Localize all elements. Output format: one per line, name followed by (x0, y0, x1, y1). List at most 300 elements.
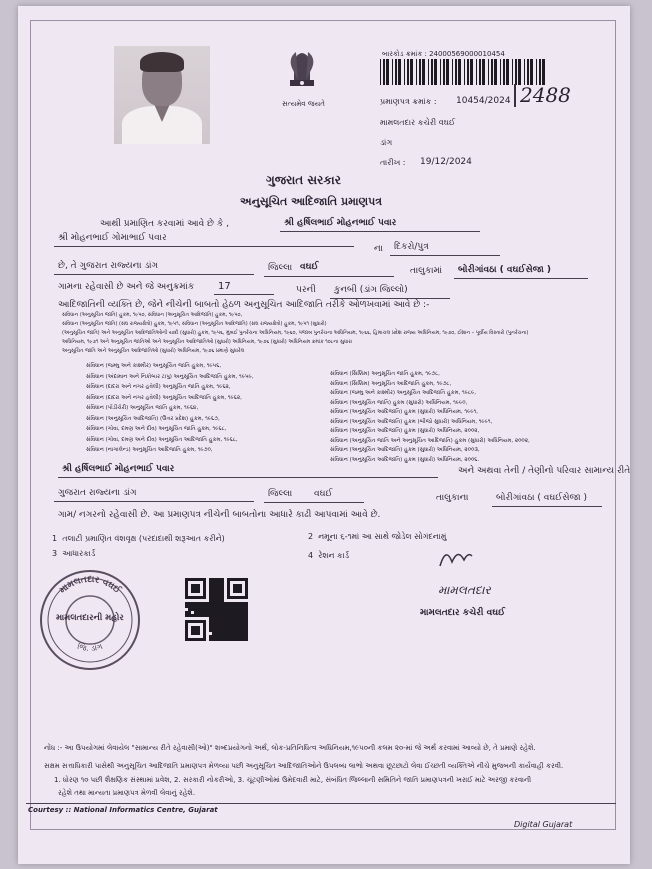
qr-module (191, 614, 194, 617)
qr-module (245, 611, 248, 614)
qr-module (233, 608, 236, 611)
qr-module (221, 623, 224, 626)
qr-module (233, 611, 236, 614)
qr-module (224, 605, 227, 608)
qr-module (221, 605, 224, 608)
qr-module (197, 602, 200, 605)
barcode-bar (470, 59, 473, 85)
qr-module (218, 626, 221, 629)
qr-module (212, 596, 215, 599)
qr-module (209, 581, 212, 584)
qr-module (218, 605, 221, 608)
qr-module (236, 623, 239, 626)
qr-module (221, 611, 224, 614)
qr-module (236, 617, 239, 620)
after-serial: પરની (296, 285, 316, 295)
qr-module (212, 626, 215, 629)
taluka-value: બોરીગાંવઠા ( વઘઈસેજા ) (458, 265, 552, 275)
qr-module (245, 626, 248, 629)
barcode-bar (398, 59, 401, 85)
qr-module (212, 584, 215, 587)
qr-module (212, 638, 215, 641)
qr-module (215, 590, 218, 593)
qr-module (206, 611, 209, 614)
qr-module (239, 635, 242, 638)
barcode-bar (506, 59, 509, 85)
qr-module (224, 638, 227, 641)
qr-module (212, 593, 215, 596)
qr-module (209, 614, 212, 617)
qr-module (242, 602, 245, 605)
orders-left-line: સંવિધાન (ગોવા, દમણ અને દીવ) અનુસૂચિત જાતિ હુકમ, ૧૯૬૮, (86, 426, 227, 432)
barcode (380, 59, 550, 85)
qr-module (218, 632, 221, 635)
qr-module (194, 602, 197, 605)
barcode-bar (428, 59, 429, 85)
qr-module (239, 629, 242, 632)
qr-module (185, 611, 188, 614)
qr-module (212, 623, 215, 626)
qr-finder (191, 584, 200, 593)
qr-module (227, 629, 230, 632)
qr-module (233, 626, 236, 629)
barcode-bar (443, 59, 445, 85)
barcode-bar (446, 59, 449, 85)
basis-item-4: 4 રેશન કાર્ડ (308, 551, 349, 560)
tribe-name: કુનબી (ડાંગ જિલ્લો) (334, 285, 408, 295)
qr-module (221, 632, 224, 635)
qr-module (233, 620, 236, 623)
qr-module (206, 602, 209, 605)
barcode-bar (452, 59, 453, 85)
qr-module (185, 602, 188, 605)
qr-module (221, 608, 224, 611)
qr-module (239, 614, 242, 617)
holder-name: શ્રી હર્ષિલભાઈ મોહનભાઈ પવાર (62, 464, 175, 474)
district-value-2: વઘઈ (314, 489, 333, 499)
qr-module (209, 623, 212, 626)
qr-module (194, 605, 197, 608)
orders-left-line: સંવિધાન (ગોવા, દમણ અને દીવ) અનુસૂચિત આદિજાતિ હુકમ, ૧૯૬૮, (86, 436, 238, 443)
orders-left-line: સંવિધાન (નાગાલેન્ડ) અનુસૂચિત આદિજાતિ હુકમ, ૧૯૭૦, (86, 447, 213, 453)
barcode-bar (488, 59, 489, 85)
qr-module (236, 611, 239, 614)
qr-module (221, 620, 224, 623)
qr-module (218, 599, 221, 602)
barcode-bar (479, 59, 481, 85)
qr-module (203, 608, 206, 611)
qr-module (215, 638, 218, 641)
qr-module (227, 614, 230, 617)
orders-left-line: સંવિધાન (પોંડીચેરી) અનુસૂચિત જાતિ હુકમ, ૧૯૬૪, (86, 405, 199, 411)
qr-module (236, 638, 239, 641)
qr-module (197, 608, 200, 611)
village-line: ગામ/ નગરનો રહેવાસી છે. આ પ્રમાણપત્ર નીચેની બાબતોના આધારે કાઢી આપવામાં આવે છે. (58, 510, 381, 520)
barcode-bar (527, 59, 529, 85)
barcode-bar (467, 59, 469, 85)
applicant-name: શ્રી હર્ષિલભાઈ મોહનભાઈ પવાર (284, 218, 397, 228)
qr-module (197, 614, 200, 617)
qr-module (191, 605, 194, 608)
barcode-bar (536, 59, 537, 85)
government-title: ગુજરાત સરકાર (266, 173, 341, 187)
qr-module (245, 623, 248, 626)
orders-block-line: સંવિધાન (અનુસૂચિત જાતિ) હુકમ, ૧૯૫૦, સંવિધાન (અનુસૂચિત આદિજાતિ) હુકમ, ૧૯૫૦, (62, 312, 243, 318)
barcode-bar (530, 59, 533, 85)
qr-module (209, 599, 212, 602)
qr-module (185, 614, 188, 617)
barcode-bar (503, 59, 505, 85)
barcode-bar (416, 59, 417, 85)
barcode-label: બારકોડ ક્રમાંક : 24000569000010454 (382, 50, 505, 58)
qr-module (242, 608, 245, 611)
qr-module (227, 635, 230, 638)
barcode-bar (500, 59, 501, 85)
orders-block-line: અનુસૂચિત જાતિ અને અનુસૂચિત આદિજાતિઓ (સુધારો) અધિનિયમ, ૧૯૭૬ પ્રમાણે સુધારેલ (62, 348, 245, 354)
qr-module (209, 617, 212, 620)
barcode-bar (392, 59, 393, 85)
barcode-bar (422, 59, 425, 85)
qr-module (215, 635, 218, 638)
state-text: છે, તે ગુજરાત રાજ્યના ડાંગ (58, 261, 159, 271)
qr-module (230, 617, 233, 620)
barcode-bar (482, 59, 485, 85)
basis-item-1: 1 તલાટી પ્રમાણિત વંશવૃક્ષ (પરદાદાથી શરૂઆત કરીને) (52, 534, 225, 543)
qr-module (221, 629, 224, 632)
barcode-bar (458, 59, 461, 85)
qr-module (239, 626, 242, 629)
orders-left-line: સંવિધાન (અનુસૂચિત આદિજાતિ) (ઉત્તર પ્રદેશ) હુકમ, ૧૯૬૭, (86, 415, 220, 422)
qr-module (203, 611, 206, 614)
qr-module (242, 617, 245, 620)
orders-right-line: સંવિધાન (સિક્કિમ) અનુસૂચિત જાતિ હુકમ, ૧૯૭૮, (330, 371, 440, 377)
signature-mark (436, 542, 476, 572)
barcode-bar (476, 59, 477, 85)
qr-module (188, 614, 191, 617)
district-value: વઘઈ (300, 262, 319, 272)
qr-module (239, 602, 242, 605)
qr-module (230, 608, 233, 611)
qr-module (245, 629, 248, 632)
qr-module (236, 608, 239, 611)
qr-module (230, 635, 233, 638)
qr-module (236, 635, 239, 638)
qr-module (212, 605, 215, 608)
taluka-value-2: બોરીગાંવઠા ( વઘઈસેજા ) (496, 493, 587, 503)
qr-module (236, 620, 239, 623)
qr-module (188, 605, 191, 608)
qr-module (212, 602, 215, 605)
qr-module (218, 614, 221, 617)
qr-module (227, 620, 230, 623)
qr-module (224, 620, 227, 623)
qr-module (218, 590, 221, 593)
qr-module (233, 629, 236, 632)
qr-module (239, 617, 242, 620)
qr-module (212, 590, 215, 593)
district-label-2: જિલ્લા (268, 489, 293, 499)
qr-module (221, 626, 224, 629)
qr-module (218, 629, 221, 632)
orders-block-line: સંવિધાન (અનુસૂચિત જાતિ) (સંઘ રાજ્યક્ષેત્રો) હુકમ, ૧૯૫૧, સંવિધાન (અનુસૂચિત આદિજાતિ) (સંઘ રાજ્યક્ષેત્રો) હુકમ, ૧૯૫૧ (સુધારો) (62, 321, 327, 327)
qr-module (215, 608, 218, 611)
qr-module (221, 617, 224, 620)
qr-module (209, 635, 212, 638)
qr-module (221, 635, 224, 638)
emblem-caption: સત્યમેવ જયતે (282, 100, 325, 108)
qr-module (188, 602, 191, 605)
barcode-bar (407, 59, 409, 85)
qr-module (203, 602, 206, 605)
qr-module (221, 584, 224, 587)
parent-name: શ્રી મોહનભાઈ ગોમાભાઈ પવાર (58, 233, 167, 243)
qr-module (233, 632, 236, 635)
qr-module (221, 599, 224, 602)
qr-module (233, 638, 236, 641)
orders-right-line: સંવિધાન (અનુસૂચિત જાતિ) હુકમ (સુધારો) અધિનિયમ, ૧૯૯૦, (330, 399, 468, 406)
qr-module (215, 623, 218, 626)
basis-item-3: 3 આધારકાર્ડ (52, 549, 96, 558)
qr-module (242, 614, 245, 617)
qr-module (194, 614, 197, 617)
qr-module (197, 605, 200, 608)
orders-right-line: સંવિધાન (જમ્મુ અને કાશ્મીર) અનુસૂચિત આદિજાતિ હુકમ, ૧૯૮૯, (330, 390, 477, 396)
qr-module (215, 584, 218, 587)
qr-module (218, 623, 221, 626)
barcode-bar (524, 59, 525, 85)
qr-module (245, 605, 248, 608)
barcode-bar (455, 59, 457, 85)
qr-module (218, 620, 221, 623)
taluka-label-2: તાલુકાના (436, 493, 469, 503)
qr-module (233, 617, 236, 620)
qr-module (218, 635, 221, 638)
qr-module (209, 629, 212, 632)
certificate-page (18, 6, 630, 864)
state-text-2: ગુજરાત રાજ્યના ડાંગ (58, 488, 137, 498)
qr-module (218, 611, 221, 614)
qr-module (230, 626, 233, 629)
qr-module (218, 617, 221, 620)
qr-module (245, 620, 248, 623)
qr-module (218, 581, 221, 584)
certificate-title: અનુસૂચિત આદિજાતિ પ્રમાણપત્ર (240, 195, 383, 208)
orders-right-line: સંવિધાન (અનુસૂચિત આદિજાતિ) હુકમ (બીજો સુધારો) અધિનિયમ, ૧૯૯૧, (330, 418, 493, 425)
qr-module (206, 608, 209, 611)
qr-module (191, 608, 194, 611)
svg-text:મામલતદારની મહોર: મામલતદારની મહોર (56, 613, 124, 623)
qr-module (215, 578, 218, 581)
office-place: ડાંગ (380, 138, 393, 147)
qr-module (245, 617, 248, 620)
qr-module (227, 632, 230, 635)
qr-module (215, 629, 218, 632)
office-name: મામલતદાર કચેરી વઘઈ (380, 118, 456, 127)
qr-module (212, 620, 215, 623)
qr-module (242, 632, 245, 635)
qr-module (209, 611, 212, 614)
qr-module (209, 608, 212, 611)
cert-number-value: 10454/2024 (456, 96, 511, 106)
svg-text:મામલતદાર વઘઈ: મામલતદાર વઘઈ (57, 574, 123, 596)
courtesy-text: Courtesy :: National Informatics Centre, Gujarat (28, 806, 218, 814)
qr-code (184, 568, 248, 652)
qr-module (233, 614, 236, 617)
qr-module (209, 587, 212, 590)
barcode-bar (383, 59, 385, 85)
qr-module (212, 617, 215, 620)
qr-module (227, 605, 230, 608)
qr-module (206, 614, 209, 617)
qr-module (212, 608, 215, 611)
qr-module (212, 611, 215, 614)
qr-module (221, 590, 224, 593)
qr-module (233, 635, 236, 638)
qr-module (230, 623, 233, 626)
qr-module (245, 602, 248, 605)
qr-module (236, 629, 239, 632)
note-2: સક્ષમ સત્તાધિકારી પાસેથી અનુસૂચિત આદિજાતિ પ્રમાણપત્ર મેળવ્યા પછી અનુસૂચિત આદિજાતિઓને ઉપલબ્ધ લાભો અથવા છૂટછાટો લેવા ઈચ્છતી વ્યક્તિએ નીચે મુજબની કાર્યવાહી કરવી. (44, 762, 564, 770)
qr-module (230, 605, 233, 608)
qr-module (200, 611, 203, 614)
barcode-bar (542, 59, 545, 85)
qr-module (215, 632, 218, 635)
qr-module (200, 608, 203, 611)
qr-module (221, 587, 224, 590)
qr-module (236, 626, 239, 629)
qr-module (215, 596, 218, 599)
orders-right-line: સંવિધાન (અનુસૂચિત આદિજાતિ) હુકમ (સુધારો) અધિનિયમ, ૨૦૦૩, (330, 447, 480, 453)
qr-module (227, 638, 230, 641)
qr-module (218, 584, 221, 587)
qr-module (212, 635, 215, 638)
qr-module (218, 608, 221, 611)
barcode-bar (434, 59, 437, 85)
qr-module (212, 587, 215, 590)
qr-module (221, 638, 224, 641)
orders-left-line: સંવિધાન (જમ્મુ અને કાશ્મીર) અનુસૂચિત જાતિ હુકમ, ૧૯૫૬, (86, 363, 222, 369)
qr-module (242, 620, 245, 623)
qr-module (212, 629, 215, 632)
qr-module (221, 581, 224, 584)
qr-module (215, 617, 218, 620)
qr-module (230, 602, 233, 605)
qr-module (218, 596, 221, 599)
state-emblem-icon (284, 40, 320, 100)
barcode-bar (494, 59, 497, 85)
barcode-bar (386, 59, 389, 85)
qr-module (218, 587, 221, 590)
qr-module (227, 608, 230, 611)
qr-module (203, 614, 206, 617)
qr-module (218, 593, 221, 596)
qr-module (242, 635, 245, 638)
qr-module (221, 578, 224, 581)
qr-module (221, 602, 224, 605)
qr-module (215, 599, 218, 602)
qr-module (242, 611, 245, 614)
qr-module (224, 617, 227, 620)
barcode-bar (410, 59, 413, 85)
qr-module (239, 605, 242, 608)
orders-block-line: અધિનિયમ, ૧૯૭૧ અને અનુસૂચિત જાતિઓ અને અનુસૂચિત આદિજાતિઓ (સુધારો) અધિનિયમ, ૧૯૭૬ (સુધારો) અધિનિયમ ક્રમાંક ૧૦૮ના સુધારા (62, 339, 353, 345)
qr-module (224, 635, 227, 638)
qr-module (215, 614, 218, 617)
tribe-text: આદિજાતિની વ્યક્તિ છે, જેને નીચેની બાબતો હેઠળ અનુસૂચિત આદિજાતિ તરીકે ઓળખવામાં આવે છે :- (58, 300, 430, 310)
qr-module (239, 623, 242, 626)
orders-right-line: સંવિધાન (અનુસૂચિત આદિજાતિ) હુકમ (સુધારો) અધિનિયમ, ૨૦૦૨, (330, 428, 480, 434)
qr-module (212, 578, 215, 581)
qr-module (239, 638, 242, 641)
qr-module (245, 614, 248, 617)
qr-module (212, 581, 215, 584)
brand-text: Digital Gujarat (514, 820, 573, 829)
qr-module (209, 602, 212, 605)
relation: દિકરો/પુત્ર (394, 242, 429, 252)
qr-module (227, 617, 230, 620)
qr-module (227, 623, 230, 626)
orders-right-line: સંવિધાન (અનુસૂચિત આદિજાતિ) હુકમ (સુધારો) અધિનિયમ, ૨૦૦૬. (330, 456, 480, 463)
orders-block-line: (અનુસૂચિત જાતિ) અને અનુસૂચિત આદિજાતિઓની યાદી (સુધારો) હુકમ, ૧૯૫૬, મુંબઈ પુનર્રચના અધિનિયમ, ૧૯૬૦, પંજાબ પુનર્રચના અધિનિયમ, ૧૯૬૬, હિમાચલ પ્રદેશ રાજ્ય અધિનિયમ, ૧૯૭૦, ઈશાન – પૂર્વીય વિસ્તારો (પુનર્રચના) (62, 330, 529, 336)
qr-module (209, 620, 212, 623)
official-seal (38, 568, 142, 672)
serial-number: 17 (218, 281, 231, 292)
orders-left-line: સંવિધાન (દાદરા અને નગર હવેલી) અનુસૂચિત આદિજાતિ હુકમ, ૧૯૬૨, (86, 394, 242, 401)
orders-right-line: સંવિધાન (સિક્કિમ) અનુસૂચિત આદિજાતિ હુકમ, ૧૯૭૮, (330, 380, 452, 387)
qr-module (224, 626, 227, 629)
qr-module (245, 638, 248, 641)
qr-module (224, 614, 227, 617)
barcode-bar (539, 59, 541, 85)
qr-module (215, 602, 218, 605)
family-text: અને અથવા તેની / તેણીનો પરિવાર સામાન્ય રીતે (458, 466, 630, 476)
qr-module (245, 608, 248, 611)
barcode-bar (440, 59, 441, 85)
orders-right-line: સંવિધાન (અનુસૂચિત જાતિ અને અનુસૂચિત આદિજાતિ) હુકમ (સુધારો) અધિનિયમ, ૨૦૦૨, (330, 437, 530, 444)
qr-module (194, 611, 197, 614)
qr-module (200, 614, 203, 617)
barcode-bar (515, 59, 517, 85)
qr-module (224, 611, 227, 614)
basis-item-2: 2 નમૂના ૬-૧માં આ સાથે જોડેલ સોગંદનામું (308, 532, 447, 541)
cert-number-label: પ્રમાણપત્ર ક્રમાંક : (380, 97, 437, 106)
qr-module (230, 611, 233, 614)
qr-module (221, 614, 224, 617)
qr-module (239, 620, 242, 623)
barcode-bar (395, 59, 397, 85)
qr-module (221, 596, 224, 599)
qr-module (209, 578, 212, 581)
barcode-bar (464, 59, 465, 85)
qr-module (218, 638, 221, 641)
qr-finder (233, 584, 242, 593)
qr-module (242, 623, 245, 626)
orders-left-line: સંવિધાન (દાદરા અને નગર હવેલી) અનુસૂચિત જાતિ હુકમ, ૧૯૬૨, (86, 384, 231, 390)
qr-module (242, 629, 245, 632)
barcode-bar (380, 59, 381, 85)
barcode-bar (431, 59, 433, 85)
qr-module (215, 620, 218, 623)
certify-text: આથી પ્રમાણિત કરવામાં આવે છે કે , (100, 219, 229, 229)
qr-module (206, 605, 209, 608)
qr-module (209, 638, 212, 641)
note-4: રહેશે તથા માન્યતા પ્રમાણપત્ર મેળવી લેવાનું રહેશે. (58, 789, 196, 797)
qr-module (218, 578, 221, 581)
qr-module (239, 632, 242, 635)
orders-left-line: સંવિધાન (અંદામાન અને નિકોબાર ટાપુ) અનુસૂચિત આદિજાતિ હુકમ, ૧૯૫૯, (86, 373, 254, 380)
barcode-bar (512, 59, 513, 85)
qr-module (215, 581, 218, 584)
